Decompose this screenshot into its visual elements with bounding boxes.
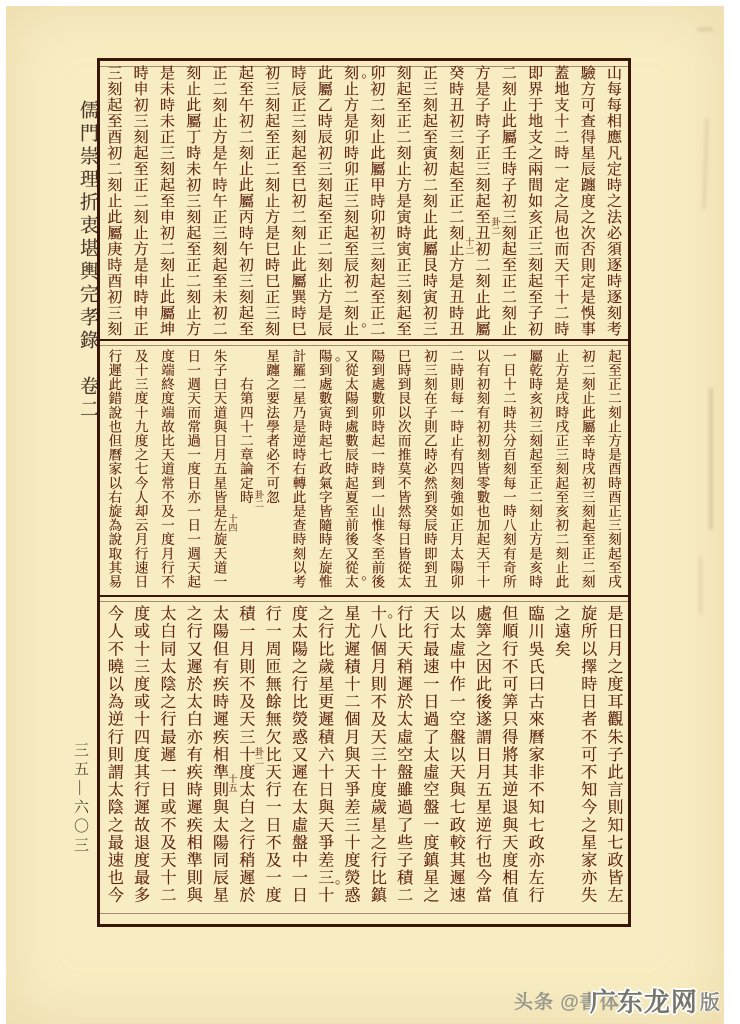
register-divider-2-thin — [100, 601, 628, 602]
text-column: 以太虛中作一空盤以天與七政較其遲速 — [447, 605, 465, 905]
watermark-prefix: 头条 @書体 — [514, 991, 620, 1013]
text-column: 積一月則不及天三十度太白之行稍遲於 — [236, 605, 254, 905]
text-column: 陽到處數寅時起七政氣字皆隨時左旋惟 — [316, 349, 332, 589]
text-column: 星尤遲積十二個月與天爭差三十度熒惑 — [342, 605, 360, 905]
centerfold-note: 卦二 — [490, 217, 501, 236]
text-column: 止方是戌時戌正三刻起至亥初二刻止此 — [553, 349, 569, 589]
text-column: 之遠矣 — [552, 605, 570, 658]
middle-register — [100, 349, 628, 592]
text-column: 太白同太陰之行最遲一日或不及天十二 — [157, 605, 175, 905]
text-column: 起至午初二刻止此屬丙時午初三刻起至 — [236, 65, 253, 337]
text-column: 初三刻起至正二刻止方是巳時巳正三刻 — [263, 65, 280, 337]
text-column: 刻起至正二刻止方是寅時寅正三刻起至 — [394, 65, 411, 337]
text-column: 臨川吳氏曰古來曆家非不知七政亦左行 — [526, 605, 544, 905]
text-column: 又從太陽到處數辰時起夏至前後又從太 — [343, 349, 359, 589]
text-column: 二刻止此屬壬時子初三刻起至正二刻止 — [499, 65, 516, 337]
text-column: 刻止方是卯時卯正三刻起至辰初二刻止 — [342, 65, 359, 337]
text-column: 度端終度端故比天道常不及一度月行不 — [158, 349, 174, 589]
book-title-margin: 儒門崇理折衷堪輿完孝錄 卷二 — [77, 100, 98, 422]
text-column: 屬乾時亥初三刻起至正二刻止方是亥時 — [527, 349, 543, 589]
text-column: 初二刻止此屬辛時戌初三刻起至正二刻 — [579, 349, 595, 589]
text-column: 右第四十二章論定時 — [237, 349, 253, 505]
text-column: 初三刻在子則乙時必然到癸辰時即到丑 — [421, 349, 437, 589]
text-column: 行遲此錯說也但曆家以右旋為說取其易 — [106, 349, 122, 589]
text-column: 天行最速一日過了太虛空盤一度鎮星之 — [420, 605, 438, 905]
text-column: 但順行不可筭只得將其逆退與天度相值 — [499, 605, 517, 905]
text-column: 度或十三度或十四度其行遲故退度最多 — [131, 605, 149, 905]
text-column: 驗方可查得星辰躔度之次否則定是悞事 — [578, 65, 595, 337]
text-column: 日一週天而常過一度日亦一日一週天起 — [185, 349, 201, 589]
text-column: 行比天稍遲於太虛空盤雖過了些子積二 — [394, 605, 412, 905]
register-divider-1 — [100, 339, 628, 341]
page-number: 三五—六〇三 — [72, 742, 88, 856]
watermark — [514, 983, 720, 1017]
centerfold-note: 十五 — [227, 774, 238, 793]
watermark-suffix: 版 — [699, 991, 720, 1014]
paragraph-circle-mark: ○ — [385, 611, 396, 622]
text-column: 刻止此屬丁時未初三刻起至正二刻止方 — [184, 65, 201, 337]
centerfold-note: 卦二 — [253, 746, 264, 765]
text-column: 正二刻止方是午時午正三刻起至未初二 — [210, 65, 227, 337]
text-column: 正三刻起至寅初二刻止此屬艮時寅初三 — [420, 65, 437, 337]
centerfold-note: 十四 — [227, 514, 238, 533]
text-column: 度太陽之行比熒惑又遲在太虛盤中一日 — [289, 605, 307, 905]
text-column: 及十三度十九度之七今人却云月行速日 — [132, 349, 148, 589]
text-column: 時申初三刻起至正二刻止方是申時申正 — [131, 65, 148, 337]
text-column: 行一周匝無餘無欠比天行一日不及一度 — [263, 605, 281, 905]
text-column: 三刻起至酉初二刻止此屬庚時酉初三刻 — [105, 65, 122, 337]
text-column: 卯初二刻止此屬甲時卯初三刻起至正二 — [368, 65, 385, 337]
text-column: 是未時未正三刻起至申初二刻止此屬坤 — [157, 65, 174, 337]
text-column: 方是子時子正三刻起至丑初二刻止此屬 — [473, 65, 490, 337]
top-register — [100, 65, 628, 342]
text-column: 癸時丑初三刻起至正二刻止方是丑時丑 — [447, 65, 464, 337]
text-column: 旋所以擇時日者不可不知今之星家亦失 — [578, 605, 596, 905]
text-column: 太陽但有疾時遲疾相準則與太陽同辰星 — [210, 605, 228, 905]
text-column: 二時則每一時止有四刻強如正月太陽卯 — [448, 349, 464, 589]
text-column: 之行又遲於太白亦有疾時遲疾相準則與 — [184, 605, 202, 905]
text-column: 時辰正三刻起至巳初二刻止此屬巽時巳 — [289, 65, 306, 337]
ink-bleed-mark — [709, 388, 713, 530]
text-column: 之行比歲星更遲積六十日與天爭差三十 — [315, 605, 333, 905]
text-column: 朱子曰天道與日月五星皆是左旋天道一 — [211, 349, 227, 589]
text-column: 山每每相應凡定時之法必須逐時逐刻考 — [605, 65, 621, 337]
inner-bottom-rule — [100, 913, 628, 914]
text-column: 巳時到艮以次而推莫不皆然每日皆從太 — [395, 349, 411, 589]
text-column: 蓋地支十二時一定之局也而天干十二時 — [552, 65, 569, 337]
text-column: 此屬乙時辰初三刻起至正二刻止方是辰 — [315, 65, 332, 337]
text-column: 以有初刻有初初刻皆零數也加起天干十 — [474, 349, 490, 589]
ink-bleed-mark — [697, 28, 713, 31]
text-column: 起至正二刻止方是酉時酉正三刻起至戌 — [606, 349, 621, 589]
paragraph-circle-mark: ○ — [359, 70, 369, 81]
ink-bleed-mark — [699, 556, 702, 614]
text-column: 計羅二星乃是逆時右轉此是查時刻以考 — [290, 349, 306, 589]
paragraph-circle-mark: ○ — [332, 876, 343, 887]
centerfold-note: 卦二 — [253, 489, 264, 508]
text-column: 一日十二時共分百刻每一時八刻有奇所 — [500, 349, 516, 589]
bottom-register — [100, 605, 628, 907]
centerfold-note: 十二 — [464, 236, 475, 255]
text-column: 處筭之因此後遂謂日月五星逆行也今當 — [473, 605, 491, 905]
text-column: 是日月之度耳觀朱子此言則知七政皆左 — [605, 605, 622, 905]
paragraph-circle-mark: ○ — [359, 572, 369, 583]
text-column: 陽到處數卯時起一時到一山惟冬至前後 — [369, 349, 385, 589]
text-column: 十八個月則不及天三十度歲星之行比鎮 — [368, 605, 386, 905]
text-column: 今人不曉以為逆行則謂太陰之最速也今 — [105, 605, 123, 905]
watermark-site-name: 广东龙网 — [589, 986, 698, 1017]
register-divider-2 — [100, 595, 628, 597]
paragraph-circle-mark: ○ — [359, 319, 369, 330]
text-column: 即界于地支之兩間如亥正三刻起至子初 — [526, 65, 543, 337]
text-frame — [97, 58, 631, 927]
paragraph-circle-mark: ○ — [332, 353, 343, 364]
text-column: 星躔之要法學者必不可忽 — [264, 349, 280, 505]
register-divider-1-thin — [100, 345, 628, 346]
